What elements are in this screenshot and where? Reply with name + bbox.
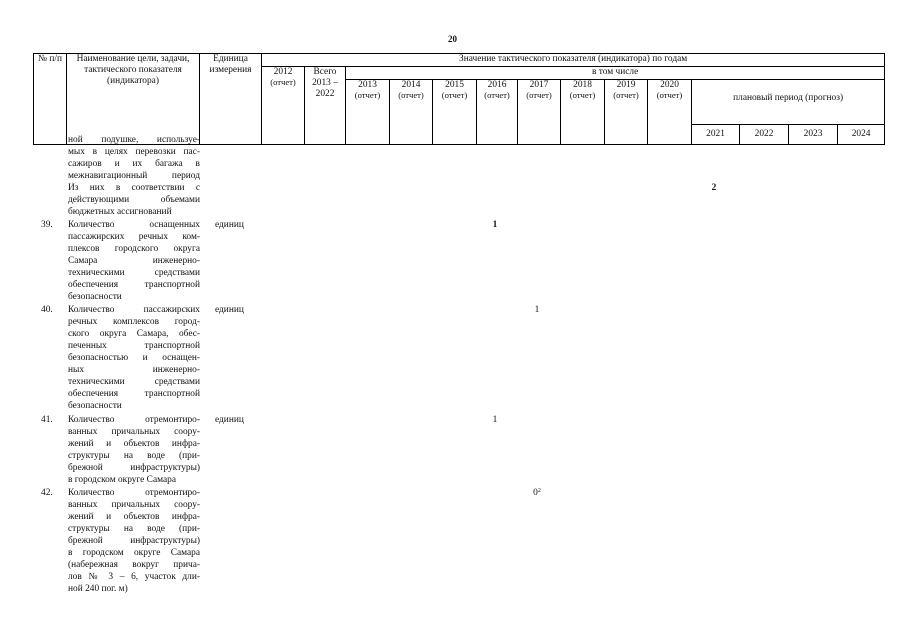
indicator-name bbox=[68, 414, 200, 486]
indicator-name-line: пассажирских речных ком- bbox=[68, 232, 200, 242]
indicator-name-line: Количество оснащенных bbox=[68, 220, 200, 230]
indicator-name-line: техническими средствами bbox=[68, 268, 200, 278]
indicator-name-line: ванных причальных соору- bbox=[68, 500, 200, 510]
indicator-name-line: ной 240 пог. м) bbox=[68, 584, 128, 594]
indicator-name-line: сажиров и их багажа в bbox=[68, 159, 200, 169]
report-label: (отчет) bbox=[270, 76, 296, 87]
value-text: 1 bbox=[534, 305, 540, 315]
indicator-name-line: структуры на воде (при- bbox=[68, 451, 200, 461]
indicator-name-line: в городском округе Самара bbox=[68, 475, 176, 485]
report-label: (отчет) bbox=[613, 89, 639, 100]
col-2012-header bbox=[262, 67, 305, 145]
indicator-name-line: брежной инфраструктуры) bbox=[68, 536, 200, 546]
report-label: (отчет) bbox=[441, 89, 468, 100]
row-number: 41. bbox=[41, 415, 53, 425]
col-year-2016 bbox=[477, 80, 518, 145]
row-number: 40. bbox=[41, 305, 53, 315]
year-label: 2016 bbox=[487, 80, 507, 90]
unit-cell: единиц bbox=[215, 305, 244, 315]
indicator-name bbox=[68, 134, 200, 218]
indicator-name-line: плексов городского округа bbox=[68, 244, 200, 254]
col-year-2024: 2024 bbox=[838, 125, 885, 145]
indicator-name-line: (набережная вокруг прича- bbox=[68, 560, 200, 570]
report-label: (отчет) bbox=[526, 89, 552, 100]
year-label: 2013 bbox=[358, 80, 377, 90]
indicator-name-line: Из них в соответствии с bbox=[68, 183, 200, 193]
indicator-name-line: безопасности bbox=[68, 292, 122, 302]
indicator-name-line: ванных причальных соору- bbox=[68, 427, 200, 437]
indicator-name-line: межнавигационный период bbox=[68, 171, 200, 181]
report-label: (отчет) bbox=[398, 89, 424, 100]
row-number: 42. bbox=[41, 488, 53, 498]
report-label: (отчет) bbox=[656, 89, 683, 100]
indicator-name-line: лов № 3 – 6, участок дли- bbox=[68, 572, 200, 582]
report-label: (отчет) bbox=[569, 89, 596, 100]
col-year-2023: 2023 bbox=[789, 125, 838, 145]
unit-cell: единиц bbox=[215, 415, 244, 425]
col-year-2014 bbox=[390, 80, 433, 145]
value-cell-2016 bbox=[475, 219, 515, 231]
indicator-name-line: ной подушке, используе- bbox=[68, 135, 200, 145]
indicator-name bbox=[68, 219, 200, 303]
indicator-name-line: Количество пассажирских bbox=[68, 305, 200, 315]
col-year-2019 bbox=[605, 80, 648, 145]
incl-header: в том числе bbox=[346, 67, 885, 80]
page-number: 20 bbox=[448, 34, 457, 44]
indicator-name-line: техническими средствами bbox=[68, 377, 200, 387]
unit-cell: единиц bbox=[215, 220, 244, 230]
col-unit-header: Единица измерения bbox=[200, 54, 262, 145]
indicator-name-line: действующими объемами bbox=[68, 195, 200, 205]
value-text: 2 bbox=[711, 183, 717, 193]
indicator-name bbox=[68, 304, 200, 412]
value-text: 1 bbox=[492, 220, 498, 230]
col-year-2013 bbox=[346, 80, 390, 145]
indicator-name-line: печенных транспортной bbox=[68, 341, 200, 351]
total-range: 2013 – 2022 bbox=[312, 77, 338, 99]
value-cell-2017 bbox=[517, 304, 557, 316]
indicator-name-line: брежной инфраструктуры) bbox=[68, 463, 200, 473]
year-2012: 2012 bbox=[273, 67, 293, 77]
col-year-2017 bbox=[518, 80, 561, 145]
indicator-name-line: ского округа Самара, обес- bbox=[68, 329, 200, 339]
total-label: Всего bbox=[313, 67, 337, 77]
year-label: 2020 bbox=[660, 80, 679, 90]
value-cell-2017 bbox=[517, 487, 557, 499]
value-text: 0 bbox=[533, 488, 538, 498]
indicator-name-line: Самара инженерно- bbox=[68, 256, 200, 266]
indicator-name-line: жений и объектов инфра- bbox=[68, 439, 200, 449]
footnote-mark: 2 bbox=[537, 488, 541, 494]
indicator-name bbox=[68, 487, 200, 595]
year-label: 2018 bbox=[573, 80, 592, 90]
indicator-name-line: ных инженерно- bbox=[68, 365, 200, 375]
col-values-header: Значение тактического показателя (индикатора) по годам bbox=[262, 54, 885, 67]
indicator-table-header bbox=[33, 53, 885, 145]
year-label: 2015 bbox=[445, 80, 464, 90]
indicator-name-line: мых в целях перевозки пас- bbox=[68, 147, 200, 157]
col-year-2022: 2022 bbox=[740, 125, 789, 145]
indicator-name-line: обеспечения транспортной bbox=[68, 280, 200, 290]
indicator-name-line: жений и объектов инфра- bbox=[68, 512, 200, 522]
report-label: (отчет) bbox=[354, 89, 381, 100]
indicator-name-line: Количество отремонтиро- bbox=[68, 488, 200, 498]
indicator-name-line: речных комплексов город- bbox=[68, 317, 200, 327]
indicator-name-line: Количество отремонтиро- bbox=[68, 415, 200, 425]
col-num-header: № п/п bbox=[34, 54, 67, 145]
forecast-header: плановый период (прогноз) bbox=[692, 80, 885, 125]
report-label: (отчет) bbox=[484, 89, 510, 100]
indicator-name-line: безопасностью и оснащен- bbox=[68, 353, 200, 363]
value-cell-2016 bbox=[475, 414, 515, 426]
col-year-2015 bbox=[433, 80, 477, 145]
indicator-name-line: в городском округе Самара bbox=[68, 548, 200, 558]
indicator-name-line: безопасности bbox=[68, 401, 122, 411]
col-total-header bbox=[305, 67, 346, 145]
row-number: 39. bbox=[41, 220, 53, 230]
year-label: 2019 bbox=[616, 80, 636, 90]
col-year-2018 bbox=[561, 80, 605, 145]
indicator-name-line: обеспечения транспортной bbox=[68, 389, 200, 399]
year-label: 2017 bbox=[529, 80, 549, 90]
indicator-name-line: бюджетных ассигнований bbox=[68, 207, 172, 217]
value-text: 1 bbox=[492, 415, 498, 425]
indicator-name-line: структуры на воде (при- bbox=[68, 524, 200, 534]
col-year-2020 bbox=[648, 80, 692, 145]
col-name-header: Наименование цели, задачи, тактического показателя (индикатора) bbox=[67, 54, 200, 145]
col-year-2021: 2021 bbox=[692, 125, 740, 145]
value-cell-2021 bbox=[694, 182, 734, 194]
year-label: 2014 bbox=[401, 80, 421, 90]
